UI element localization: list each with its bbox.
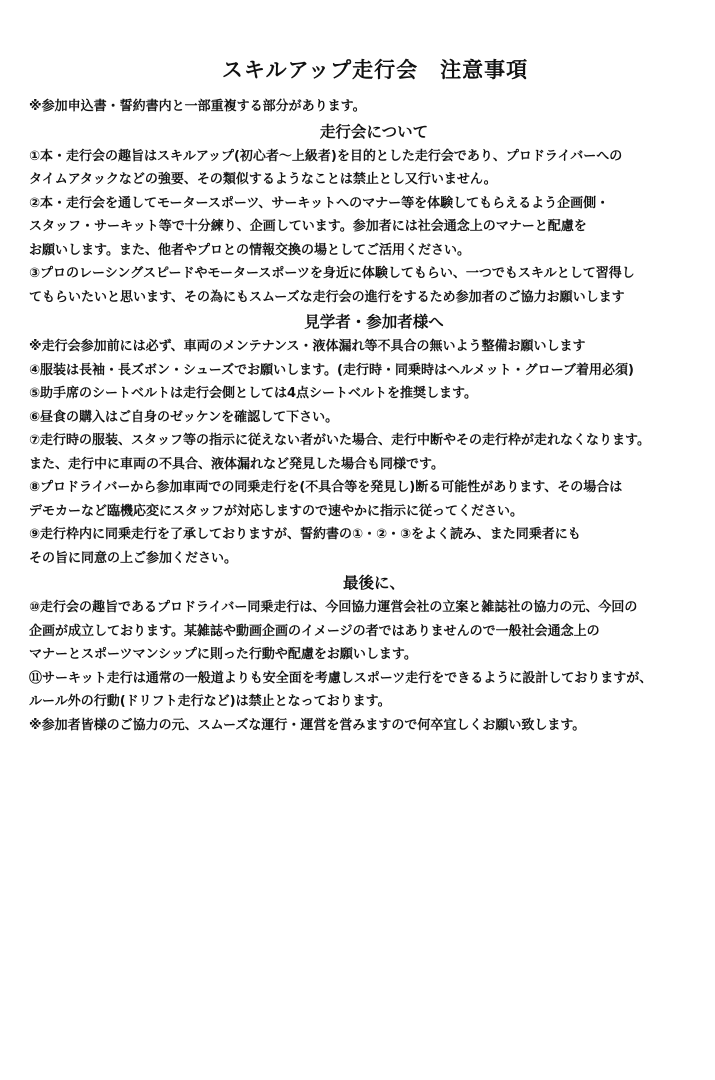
body-line: タイムアタックなどの強要、その類似するようなことは禁止とし又行いません。 bbox=[29, 172, 497, 187]
body-line: ④服装は長袖・長ズボン・シューズでお願いします。(走行時・同乗時はヘルメット・グローブ着用必須) bbox=[29, 362, 634, 378]
document-body bbox=[29, 95, 709, 737]
body-line: スタッフ・サーキット等で十分練り、企画しています。参加者には社会通念上のマナーと配慮を bbox=[29, 219, 587, 234]
section-heading: 走行会について bbox=[319, 122, 429, 141]
section-heading: 見学者・参加者様へ bbox=[304, 313, 444, 331]
section-heading: 最後に、 bbox=[342, 574, 405, 592]
intro-note: ※参加申込書・誓約書内と一部重複する部分があります。 bbox=[29, 99, 366, 114]
body-line: ⑪サーキット走行は通常の一般道よりも安全面を考慮しスポーツ走行をできるように設計しておりますが、 bbox=[29, 670, 653, 686]
body-line: 企画が成立しております。某雑誌や動画企画のイメージの者ではありませんので一般社会通念上の bbox=[29, 623, 600, 639]
body-line: その旨に同意の上ご参加ください。 bbox=[29, 550, 238, 566]
body-line: マナーとスポーツマンシップに則った行動や配慮をお願いします。 bbox=[29, 647, 417, 662]
body-line: お願いします。また、他者やプロとの情報交換の場としてご活用ください。 bbox=[29, 242, 470, 258]
body-line: ※参加者皆様のご協力の元、スムーズな運行・運営を営みますので何卒宜しくお願い致します。 bbox=[29, 717, 586, 733]
body-line: ⑤助手席のシートベルトは走行会側としては4点シートベルトを推奨します。 bbox=[29, 386, 478, 401]
page-title: スキルアップ走行会 注意事項 bbox=[221, 58, 529, 82]
body-line: ※走行会参加前には必ず、車両のメンテナンス・液体漏れ等不具合の無いよう整備お願いします bbox=[29, 339, 586, 354]
body-line: ③プロのレーシングスピードやモータースポーツを身近に体験してもらい、一つでもスキルとして習得し bbox=[29, 266, 635, 281]
body-line: ①本・走行会の趣旨はスキルアップ(初心者～上級者)を目的とした走行会であり、プロドライバーへの bbox=[29, 148, 623, 164]
body-line: ⑨走行枠内に同乗走行を了承しておりますが、誓約書の①・②・③をよく読み、また同乗者にも bbox=[29, 527, 581, 542]
body-line: ②本・走行会を通してモータースポーツ、サーキットへのマナー等を体験してもらえるよう企画側・ bbox=[29, 195, 610, 211]
body-line: デモカーなど臨機応変にスタッフが対応しますので速やかに指示に従ってください。 bbox=[29, 503, 524, 519]
body-line: また、走行中に車両の不具合、液体漏れなど発見した場合も同様です。 bbox=[29, 456, 444, 472]
body-line: ⑧プロドライバーから参加車両での同乗走行を(不具合等を発見し)断る可能性があります、その場合は bbox=[29, 480, 623, 495]
body-line: ⑥昼食の購入はご自身のゼッケンを確認して下さい。 bbox=[29, 409, 339, 425]
body-line: ⑩走行会の趣旨であるプロドライバー同乗走行は、今回協力運営会社の立案と雑誌社の協力の元、今回の bbox=[29, 600, 638, 615]
body-line: ⑦走行時の服装、スタッフ等の指示に従えない者がいた場合、走行中断やその走行枠が走れなくなります。 bbox=[29, 433, 650, 448]
body-line: てもらいたいと思います、その為にもスムーズな走行会の進行をするため参加者のご協力お願いします bbox=[29, 289, 625, 305]
body-line: ルール外の行動(ドリフト走行など)は禁止となっております。 bbox=[29, 694, 391, 709]
